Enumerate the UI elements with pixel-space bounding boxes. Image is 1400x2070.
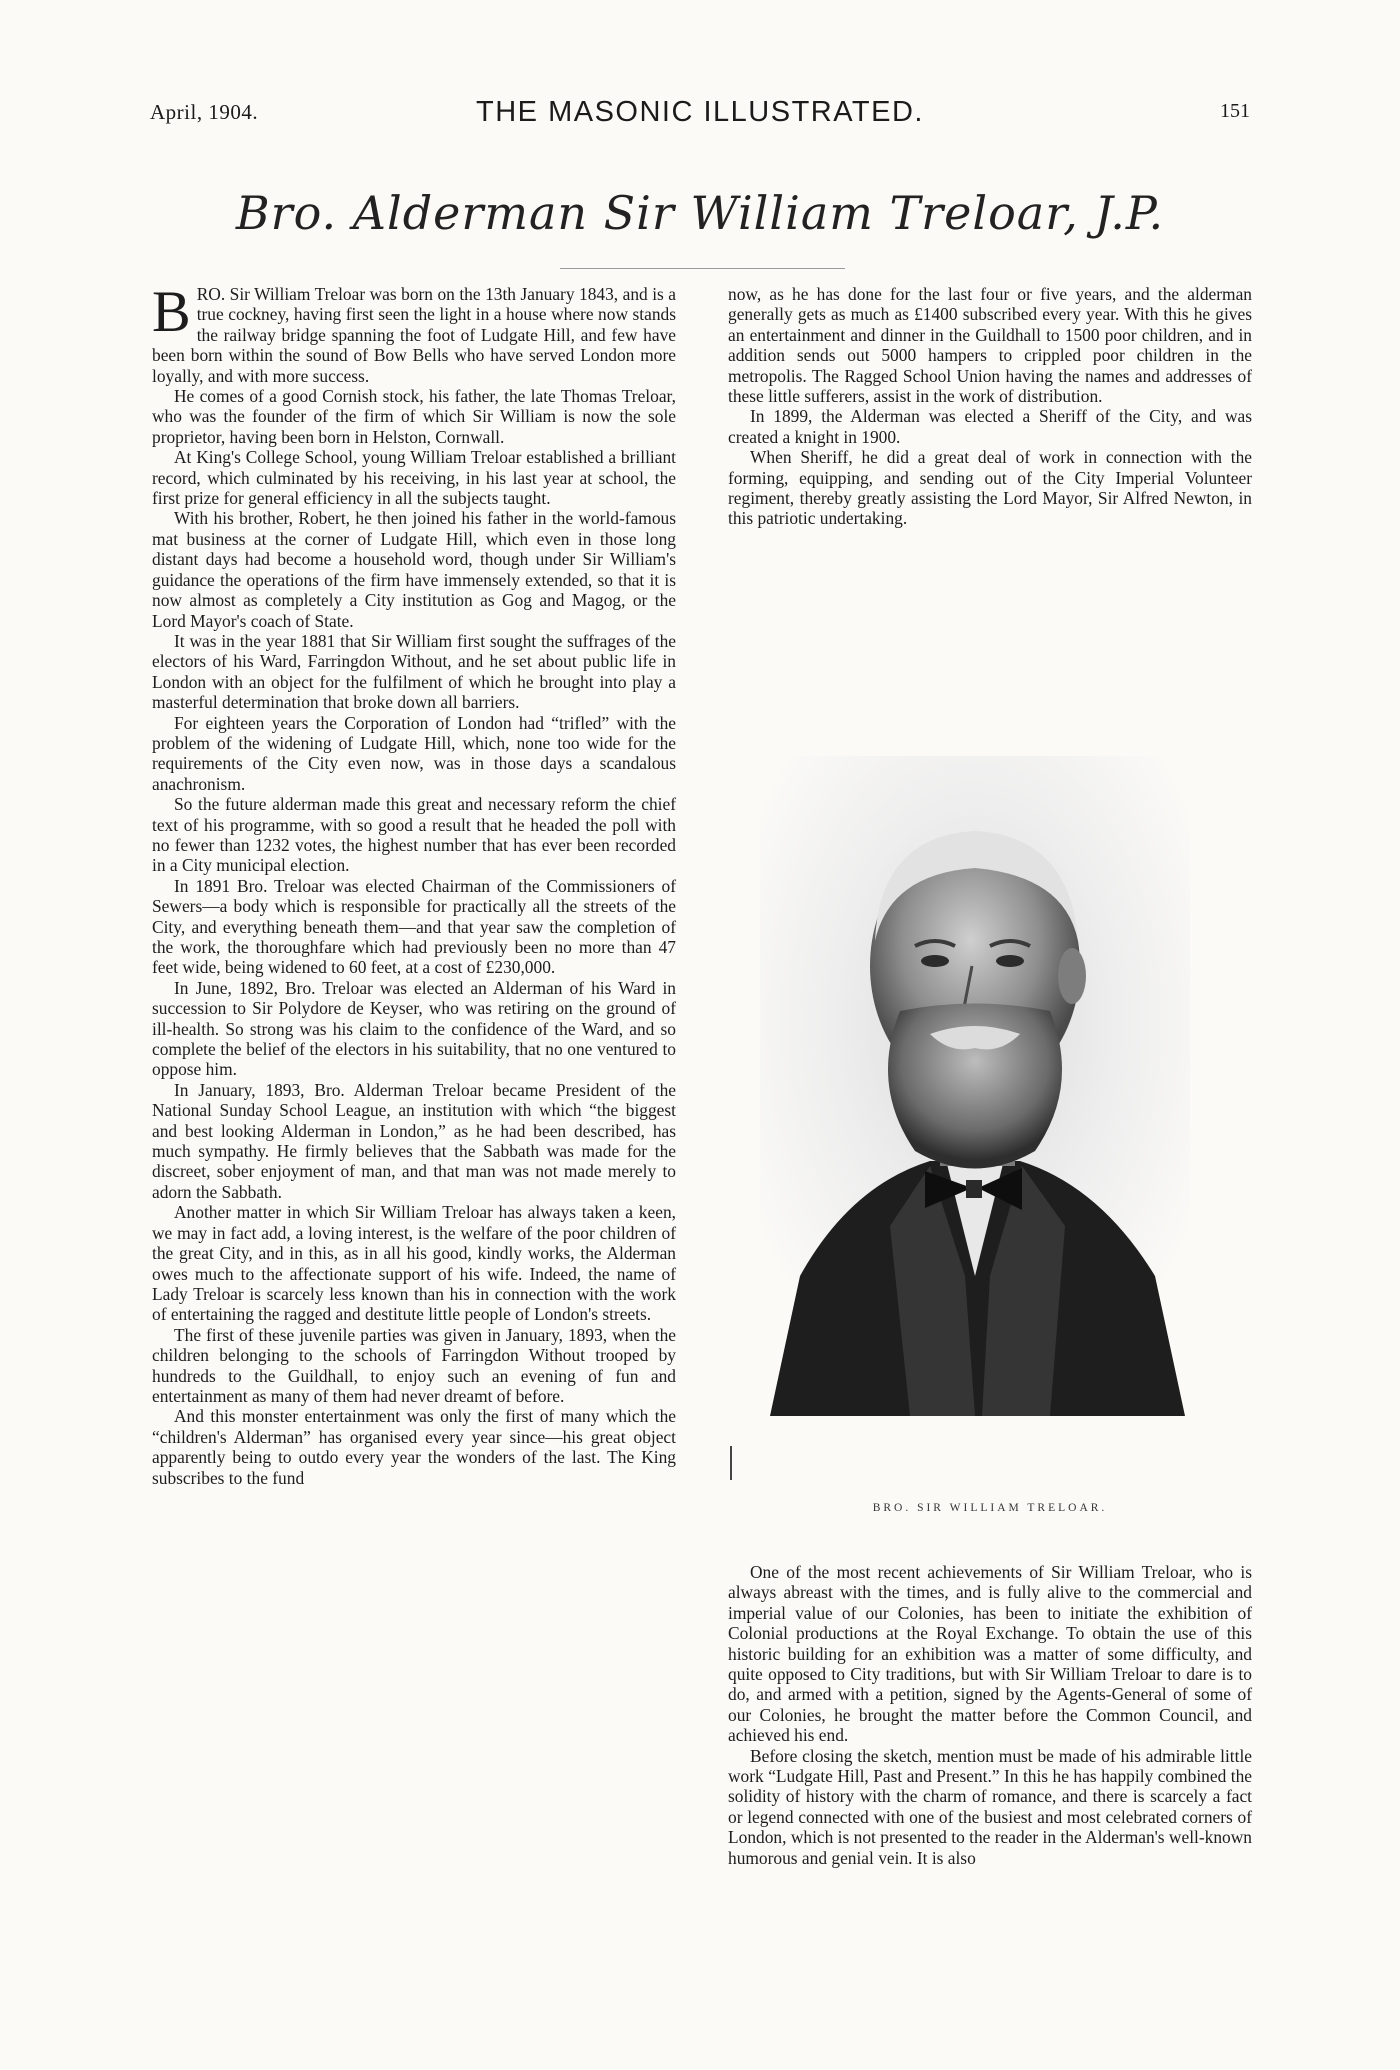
running-header <box>150 96 1250 136</box>
paragraph: In 1891 Bro. Treloar was elected Chairman of the Commissioners of Sewers—a body which is responsible for practically all the streets of the City, and everything beneath them—and that year saw the completion of the work, the thoroughfare which had previously been no more than 47 feet wide, being widened to 60 feet, at a cost of £230,000. <box>152 875 676 978</box>
issue-date: April, 1904. <box>150 100 259 124</box>
paragraph: One of the most recent achievements of Sir William Treloar, who is always abreast with the times, and is fully alive to the commercial and imperial value of our Colonies, has been to initiate the exhibition of Colonial productions at the Royal Exchange. To obtain the use of this historic building for an exhibition was a matter of some difficulty, and quite opposed to City traditions, but with Sir William Treloar to dare is to do, and armed with a petition, signed by the Agents-General of some of our Colonies, he brought the matter before the Common Council, and achieved his end. <box>728 1562 1252 1746</box>
paragraph: In January, 1893, Bro. Alderman Treloar became President of the National Sunday School League, an institution with which “the biggest and best looking Alderman in London,” as he had been described, has much sympathy. He firmly believes that the Sabbath was made for the discreet, sober enjoyment of man, and that man was not made merely to adorn the Sabbath. <box>152 1079 676 1202</box>
paragraph: It was in the year 1881 that Sir William first sought the suffrages of the electors of his Ward, Farringdon Without, and he set about public life in London with an object for the fulfilment of which he brought into play a masterful determination that broke down all barriers. <box>152 630 676 713</box>
paragraph: And this monster entertainment was only the first of many which the “children's Alderman” has organised every year since—his great object apparently being to outdo every year the wonders of the last. The King subscribes to the fund <box>152 1406 676 1488</box>
figure-caption: BRO. SIR WILLIAM TRELOAR. <box>872 1502 1108 1514</box>
article-title: Bro. Alderman Sir William Treloar, J.P. <box>235 186 1165 240</box>
paragraph: In 1899, the Alderman was elected a Sheriff of the City, and was created a knight in 1900. <box>728 406 1252 447</box>
paragraph: Before closing the sketch, mention must be made of his admirable little work “Ludgate Hill, Past and Present.” In this he has happily combined the solidity of history with the charm of romance, and there is scarcely a fact or legend connected with one of the busiest and most celebrated corners of London, which is not presented to the reader in the Alderman's well-known humorous and genial vein. It is also <box>728 1745 1252 1868</box>
paragraph: Another matter in which Sir William Treloar has always taken a keen, we may in fact add, a loving interest, is the welfare of the poor children of the great City, and in this, as in all his good, kindly works, the Alderman owes much to the affectionate support of his wife. Indeed, the name of Lady Treloar is scarcely less known than his in connection with the work of entertaining the ragged and destitute little people of London's streets. <box>152 1202 676 1325</box>
portrait-image <box>760 756 1190 1416</box>
drop-cap: B <box>152 279 191 344</box>
article-column-right-top <box>728 284 1252 529</box>
paragraph <box>152 279 676 386</box>
title-divider <box>560 268 845 269</box>
page-number: 151 <box>1220 100 1250 122</box>
paragraph: now, as he has done for the last four or five years, and the alderman generally gets as much as £1400 subscribed every year. With this he gives an entertainment and dinner in the Guildhall to 1500 poor children, and in addition sends out 5000 hampers to crippled poor children in the metropolis. The Ragged School Union having the names and addresses of these little sufferers, assist in the work of distribution. <box>728 284 1252 407</box>
paragraph: With his brother, Robert, he then joined his father in the world-famous mat business at the corner of Ludgate Hill, which even in those long distant days had become a household word, though under Sir William's guidance the operations of the firm have immensely extended, so that it is now almost as completely a City institution as Gog and Magog, or the Lord Mayor's coach of State. <box>152 508 676 631</box>
paragraph: He comes of a good Cornish stock, his father, the late Thomas Treloar, who was the founder of the firm of which Sir William is now the sole proprietor, having been born in Helston, Cornwall. <box>152 386 676 447</box>
paragraph: So the future alderman made this great and necessary reform the chief text of his programme, with so good a result that he headed the poll with no fewer than 1232 votes, the highest number that has ever been recorded in a City municipal election. <box>152 794 676 876</box>
article-column-right-bottom <box>728 1562 1252 1868</box>
paragraph-text: RO. Sir William Treloar was born on the 13th January 1843, and is a true cockney, having first seen the light in a house where now stands the railway bridge spanning the foot of Ludgate Hill, and few have been born within the sound of Bow Bells who have served London more loyally, and with more success. <box>152 284 676 386</box>
paragraph: At King's College School, young William Treloar established a brilliant record, which culminated by his receiving, in his last year at school, the first prize for general efficiency in all the subjects taught. <box>152 447 676 509</box>
paragraph: When Sheriff, he did a great deal of work in connection with the forming, equipping, and sending out of the City Imperial Volunteer regiment, thereby greatly assisting the Lord Mayor, Sir Alfred Newton, in this patriotic undertaking. <box>728 447 1252 529</box>
paragraph: In June, 1892, Bro. Treloar was elected an Alderman of his Ward in succession to Sir Polydore de Keyser, who was retiring on the ground of ill-health. So strong was his claim to the confidence of the Ward, and so complete the belief of the electors in his suitability, that no one ventured to oppose him. <box>152 977 676 1080</box>
margin-mark <box>730 1446 732 1480</box>
portrait-photograph <box>760 756 1190 1416</box>
article-column-left <box>152 279 676 1488</box>
paragraph: The first of these juvenile parties was given in January, 1893, when the children belonging to the schools of Farringdon Without trooped by hundreds to the Guildhall, to enjoy such an evening of fun and entertainment as many of them had never dreamt of before. <box>152 1324 676 1406</box>
publication-title: THE MASONIC ILLUSTRATED. <box>476 96 924 128</box>
paragraph: For eighteen years the Corporation of London had “trifled” with the problem of the widening of Ludgate Hill, which, none too wide for the requirements of the City even now, was in those days a scandalous anachronism. <box>152 712 676 794</box>
